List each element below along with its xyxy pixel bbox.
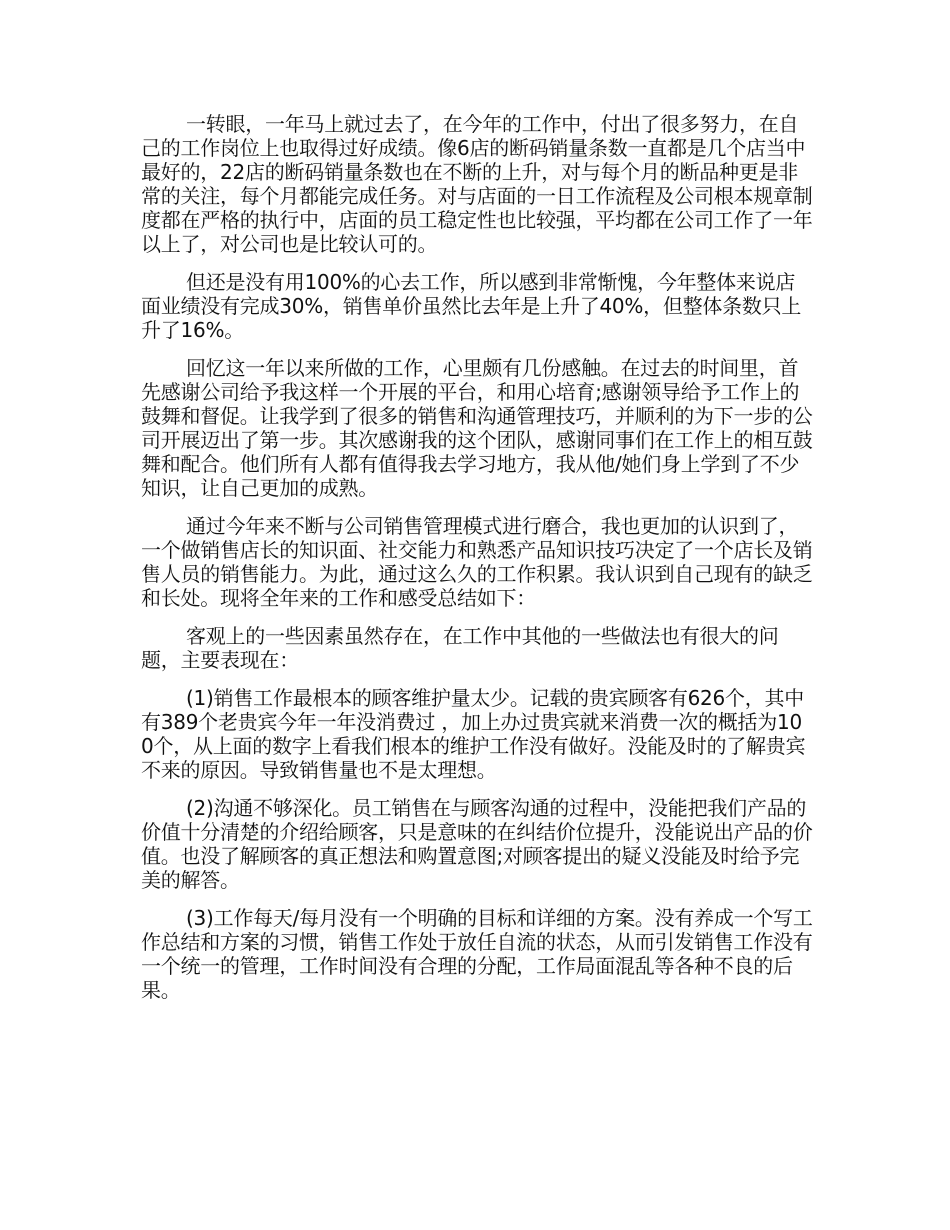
paragraph-shortcoming: 但还是没有用100%的心去工作，所以感到非常惭愧，今年整体来说店面业绩没有完成30%，销售单价虽然比去年是上升了40%，但整体条数只上升了16%。	[141, 270, 802, 342]
paragraph-problem-3: (3)工作每天/每月没有一个明确的目标和详细的方案。没有养成一个写工作总结和方案的习惯，销售工作处于放任自流的状态，从而引发销售工作没有一个统一的管理，工作时间没有合理的分配，工作局面混乱等各种不良的后果。	[141, 906, 813, 1002]
paragraph-gratitude: 回忆这一年以来所做的工作，心里颇有几份感触。在过去的时间里，首先感谢公司给予我这样一个开展的平台，和用心培育;感谢领导给予工作上的鼓舞和督促。让我学到了很多的销售和沟通管理技巧，并顺利的为下一步的公司开展迈出了第一步。其次感谢我的这个团队，感谢同事们在工作上的相互鼓舞和配合。他们所有人都有值得我去学习地方，我从他/她们身上学到了不少知识，让自己更加的成熟。	[141, 356, 813, 500]
paragraph-summary-lead: 通过今年来不断与公司销售管理模式进行磨合，我也更加的认识到了，一个做销售店长的知识面、社交能力和熟悉产品知识技巧决定了一个店长及销售人员的销售能力。为此，通过这么久的工作积累。我认识到自己现有的缺乏和长处。现将全年来的工作和感受总结如下：	[141, 514, 813, 610]
paragraph-intro: 一转眼，一年马上就过去了，在今年的工作中，付出了很多努力，在自己的工作岗位上也取得过好成绩。像6店的断码销量条数一直都是几个店当中最好的，22店的断码销量条数也在不断的上升，对与每个月的断品种更是非常的关注，每个月都能完成任务。对与店面的一日工作流程及公司根本规章制度都在严格的执行中，店面的员工稳定性也比较强，平均都在公司工作了一年以上了，对公司也是比较认可的。	[141, 112, 813, 256]
paragraph-problem-1: (1)销售工作最根本的顾客维护量太少。记载的贵宾顾客有626个，其中有389个老贵宾今年一年没消费过 ，加上办过贵宾就来消费一次的概括为100个，从上面的数字上看我们根本的维护工作没有做好。没能及时的了解贵宾不来的原因。导致销售量也不是太理想。	[141, 686, 806, 782]
paragraph-problems-intro: 客观上的一些因素虽然存在，在工作中其他的一些做法也有很大的问题，主要表现在：	[141, 624, 779, 672]
paragraph-problem-2: (2)沟通不够深化。员工销售在与顾客沟通的过程中，没能把我们产品的价值十分清楚的介绍给顾客，只是意味的在纠结价位提升，没能说出产品的价值。也没了解顾客的真正想法和购置意图;对顾客提出的疑义没能及时给予完美的解答。	[141, 796, 813, 892]
document-body	[141, 112, 813, 1016]
